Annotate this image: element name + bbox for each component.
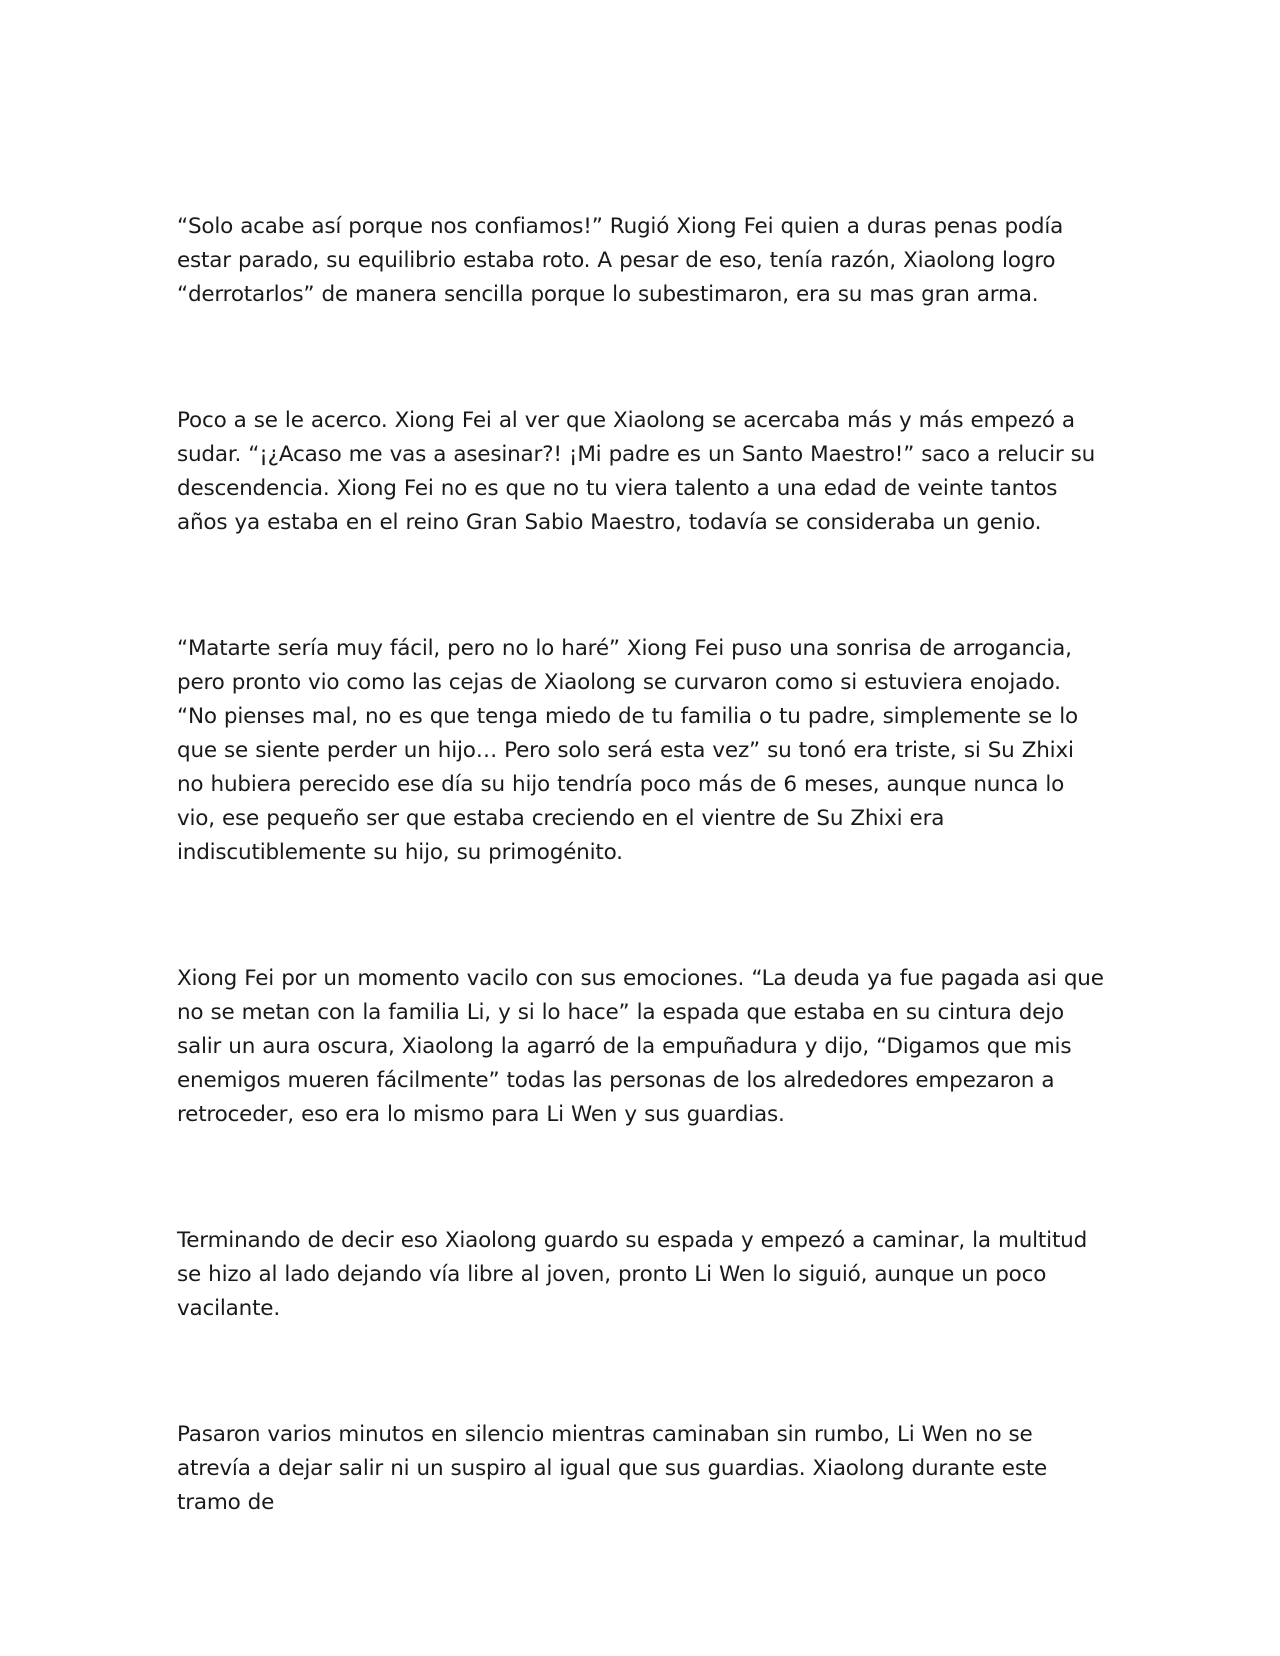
paragraph: “Solo acabe así porque nos confiamos!” Rugió Xiong Fei quien a duras penas podía estar parado, su equilibrio estaba roto. A pesar de eso, tenía razón, Xiaolong logro “derrotarlos” de manera sencilla porque lo subestimaron, era su mas gran arma. <box>177 214 1064 307</box>
paragraph: Terminando de decir eso Xiaolong guardo su espada y empezó a caminar, la multitud se hizo al lado dejando vía libre al joven, pronto Li Wen lo siguió, aunque un poco vacilante. <box>177 1228 1088 1321</box>
paragraph: Poco a se le acerco. Xiong Fei al ver que Xiaolong se acercaba más y más empezó a sudar. “¡¿Acaso me vas a asesinar?! ¡Mi padre es un Santo Maestro!” saco a relucir su descendencia. Xiong Fei no es que no tu viera talento a una edad de veinte tantos años ya estaba en el reino Gran Sabio Maestro, todavía se consideraba un genio. <box>177 408 1096 535</box>
paragraph: Xiong Fei por un momento vacilo con sus emociones. “La deuda ya fue pagada asi que no se metan con la familia Li, y si lo hace” la espada que estaba en su cintura dejo salir un aura oscura, Xiaolong la agarró de la empuñadura y dijo, “Digamos que mis enemigos mueren fácilmente” todas las personas de los alrededores empezaron a retroceder, eso era lo mismo para Li Wen y sus guardias. <box>177 966 1104 1127</box>
document-body <box>177 210 1107 1520</box>
paragraph: “Matarte sería muy fácil, pero no lo haré” Xiong Fei puso una sonrisa de arrogancia, pero pronto vio como las cejas de Xiaolong se curvaron como si estuviera enojado. “No pienses mal, no es que tenga miedo de tu familia o tu padre, simplemente se lo que se siente perder un hijo… Pero solo será esta vez” su tonó era triste, si Su Zhixi no hubiera perecido ese día su hijo tendría poco más de 6 meses, aunque nunca lo vio, ese pequeño ser que estaba creciendo en el vientre de Su Zhixi era indiscutiblemente su hijo, su primogénito. <box>177 636 1078 865</box>
paragraph: Pasaron varios minutos en silencio mientras caminaban sin rumbo, Li Wen no se atrevía a dejar salir ni un suspiro al igual que sus guardias. Xiaolong durante este tramo de <box>177 1422 1048 1515</box>
